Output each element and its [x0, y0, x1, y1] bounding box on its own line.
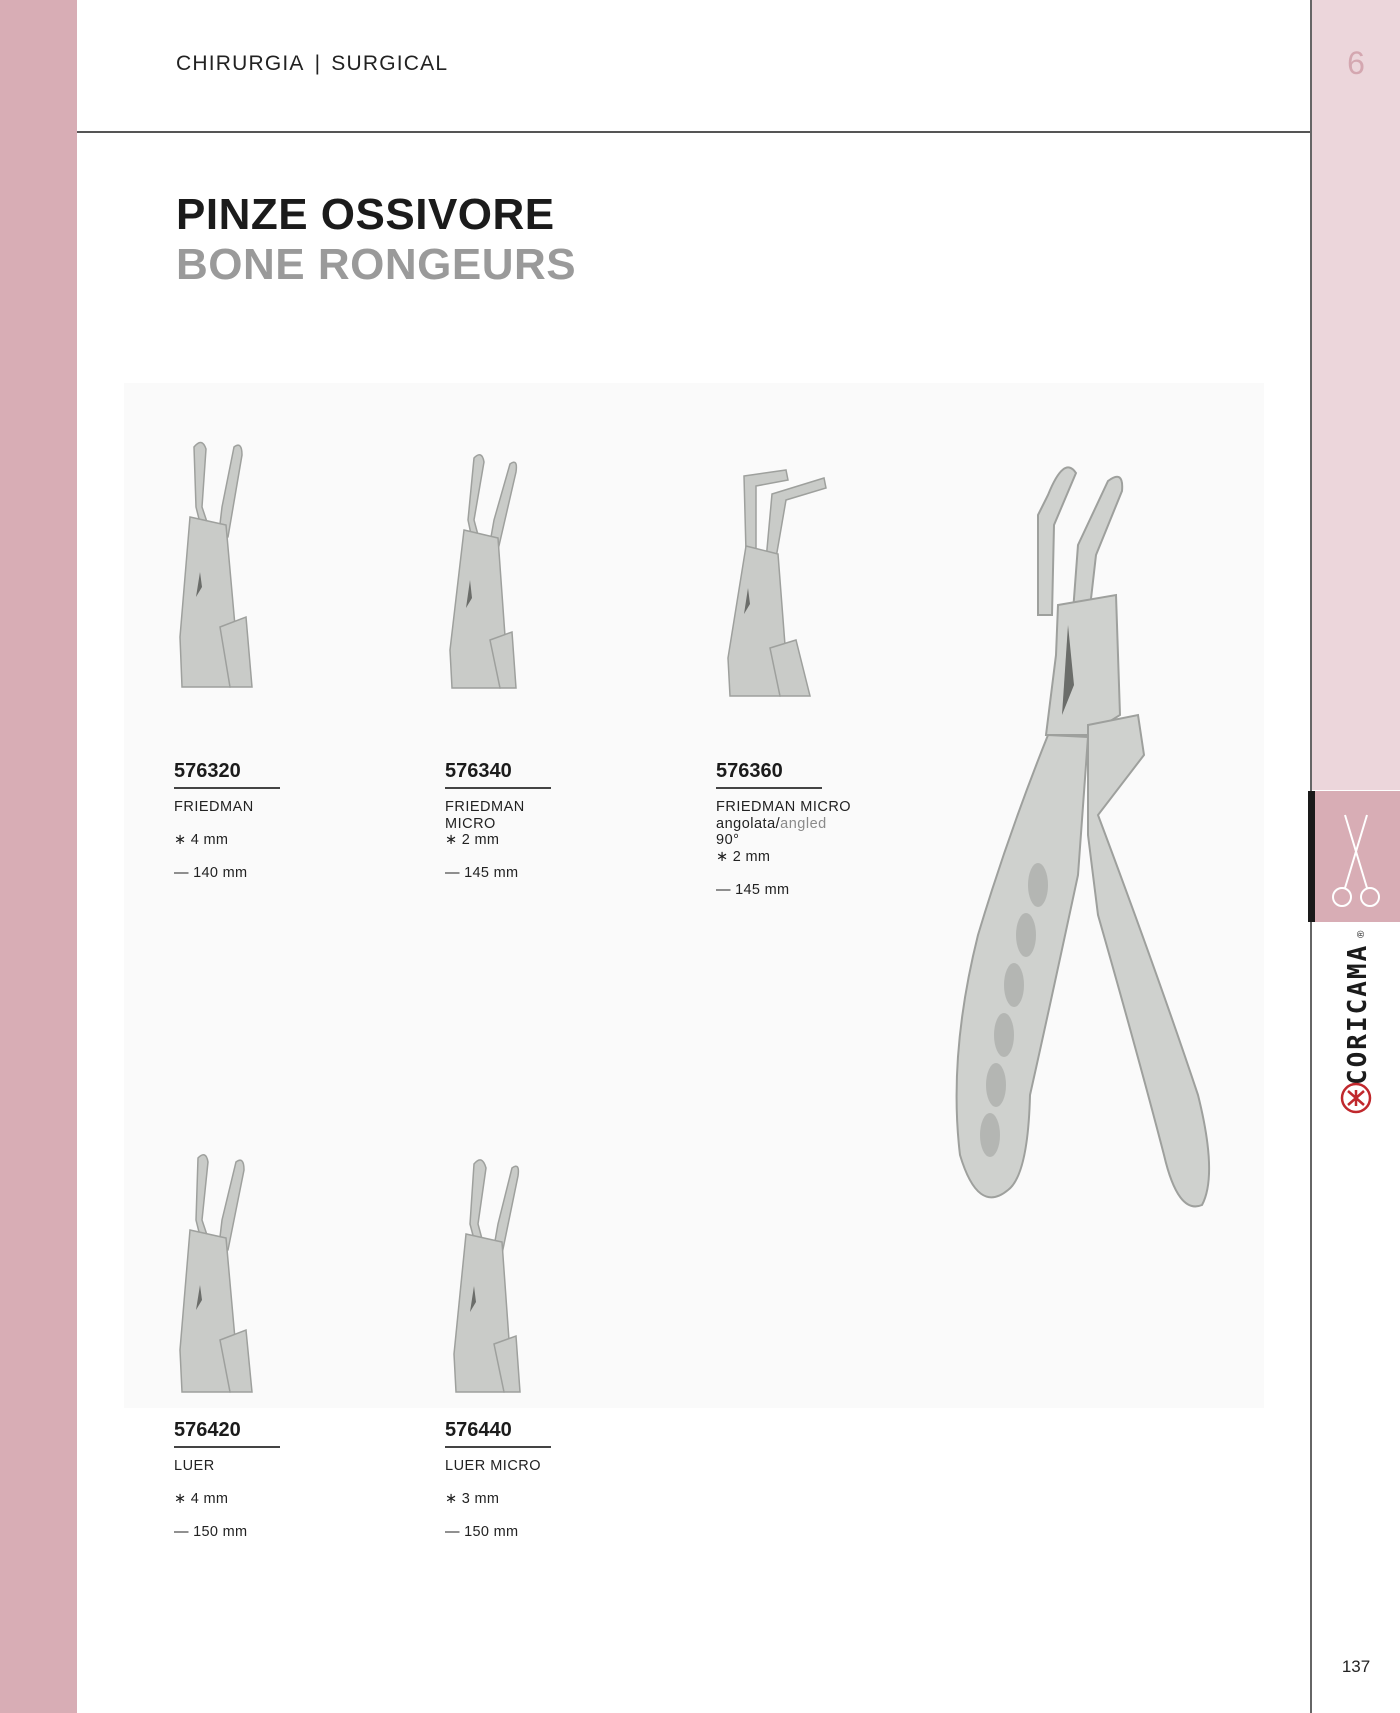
right-color-band [1312, 0, 1400, 790]
product-name: LUER MICRO [445, 1458, 542, 1474]
left-color-band [0, 0, 77, 1713]
product-image-576360 [716, 468, 836, 696]
product-576340 [445, 760, 675, 881]
product-width: ∗ 4 mm [174, 1490, 229, 1507]
product-width: ∗ 3 mm [445, 1490, 500, 1507]
header-divider [77, 131, 1311, 133]
page-header [176, 52, 448, 76]
length-symbol-icon: — [445, 1523, 460, 1540]
length-symbol-icon: — [174, 864, 189, 881]
product-image-576320 [172, 437, 262, 687]
width-symbol-icon: ∗ [445, 832, 458, 848]
section-number: 6 [1347, 45, 1365, 81]
product-image-576340 [440, 450, 530, 688]
width-symbol-icon: ∗ [445, 1490, 458, 1507]
page-title-italian: PINZE OSSIVORE [176, 190, 555, 239]
product-length: — 145 mm [716, 881, 790, 898]
large-product-image [938, 455, 1248, 1260]
product-576420 [174, 1419, 404, 1540]
product-name: FRIEDMAN [174, 799, 254, 815]
rongeur-576440-icon [444, 1154, 534, 1392]
product-code: 576360 [716, 760, 822, 789]
brand-name: CORICAMA [1343, 943, 1373, 1085]
product-name: FRIEDMAN MICRO [445, 799, 525, 832]
product-name: LUER [174, 1458, 215, 1474]
product-length: — 145 mm [445, 865, 519, 881]
product-code: 576340 [445, 760, 551, 789]
header-category-italian: CHIRURGIA [176, 52, 305, 75]
page-number: 137 [1341, 1657, 1371, 1676]
page-title-english: BONE RONGEURS [176, 240, 577, 289]
brand-logo [1323, 930, 1389, 1120]
scissors-icon [1312, 791, 1400, 922]
brand-registered-mark: ® [1356, 930, 1367, 938]
product-576320 [174, 760, 404, 881]
product-576440 [445, 1419, 675, 1540]
width-symbol-icon: ∗ [716, 848, 729, 865]
header-separator: | [314, 52, 322, 75]
header-category-english: SURGICAL [331, 52, 449, 75]
product-image-576420 [172, 1150, 262, 1392]
product-code: 576420 [174, 1419, 280, 1448]
rongeur-576420-icon [172, 1150, 262, 1392]
product-width: ∗ 4 mm [174, 831, 229, 848]
product-code: 576320 [174, 760, 280, 789]
product-code: 576440 [445, 1419, 551, 1448]
product-width: ∗ 2 mm [716, 848, 771, 865]
length-symbol-icon: — [445, 865, 460, 881]
rongeur-576360-icon [716, 468, 836, 696]
rongeur-576340-icon [440, 450, 530, 688]
width-symbol-icon: ∗ [174, 1490, 187, 1507]
length-symbol-icon: — [716, 881, 731, 898]
product-576360 [716, 760, 946, 898]
rongeur-large-icon [938, 455, 1248, 1260]
product-length: — 140 mm [174, 864, 248, 881]
section-tab-marker [1308, 791, 1315, 922]
product-width: ∗ 2 mm [445, 832, 500, 848]
product-length: — 150 mm [445, 1523, 519, 1540]
rongeur-576320-icon [172, 437, 262, 687]
product-length: — 150 mm [174, 1523, 248, 1540]
section-tab[interactable] [1312, 791, 1400, 922]
width-symbol-icon: ∗ [174, 831, 187, 848]
product-name: FRIEDMAN MICRO angolata/angled 90° [716, 799, 852, 848]
product-image-576440 [444, 1154, 534, 1392]
length-symbol-icon: — [174, 1523, 189, 1540]
